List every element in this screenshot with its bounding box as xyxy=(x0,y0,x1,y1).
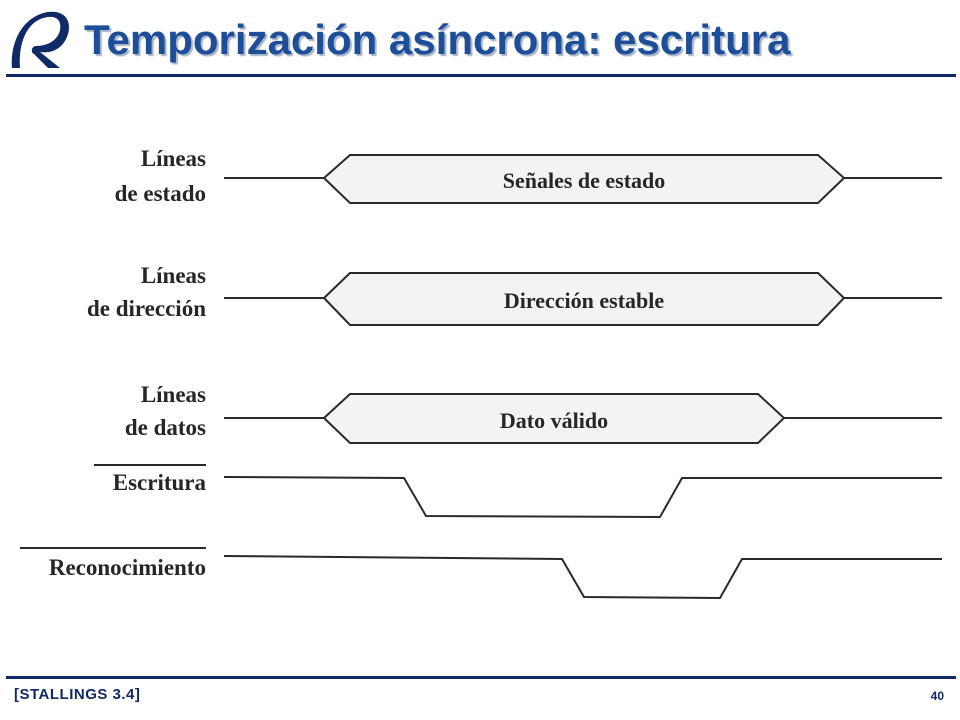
bus-region-label: Señales de estado xyxy=(502,168,666,193)
write-waveform xyxy=(224,477,942,517)
signal-row-address-lines xyxy=(87,263,942,325)
source-reference: [STALLINGS 3.4] xyxy=(14,686,141,703)
signal-label: Escritura xyxy=(112,470,206,495)
page-title: Temporización asíncrona: escritura xyxy=(84,16,791,63)
signal-label-line1: Líneas xyxy=(140,146,206,171)
signal-row-status-lines xyxy=(115,146,942,206)
bus-region-label: Dato válido xyxy=(499,408,609,433)
signal-row-data-lines xyxy=(125,382,942,443)
bus-region-label: Dirección estable xyxy=(503,288,665,313)
footer-divider xyxy=(6,676,956,679)
acknowledge-waveform xyxy=(224,556,942,598)
signal-row-write xyxy=(94,465,942,517)
signal-label-line1: Líneas xyxy=(140,382,206,407)
signal-label-line2: de estado xyxy=(114,181,206,206)
signal-label-line1: Líneas xyxy=(140,263,206,288)
signal-label-line2: de datos xyxy=(124,415,206,440)
page-number: 40 xyxy=(930,689,944,703)
signal-label: Reconocimiento xyxy=(48,555,206,580)
signal-label-line2: de dirección xyxy=(86,296,206,321)
signal-row-acknowledge xyxy=(20,548,942,598)
